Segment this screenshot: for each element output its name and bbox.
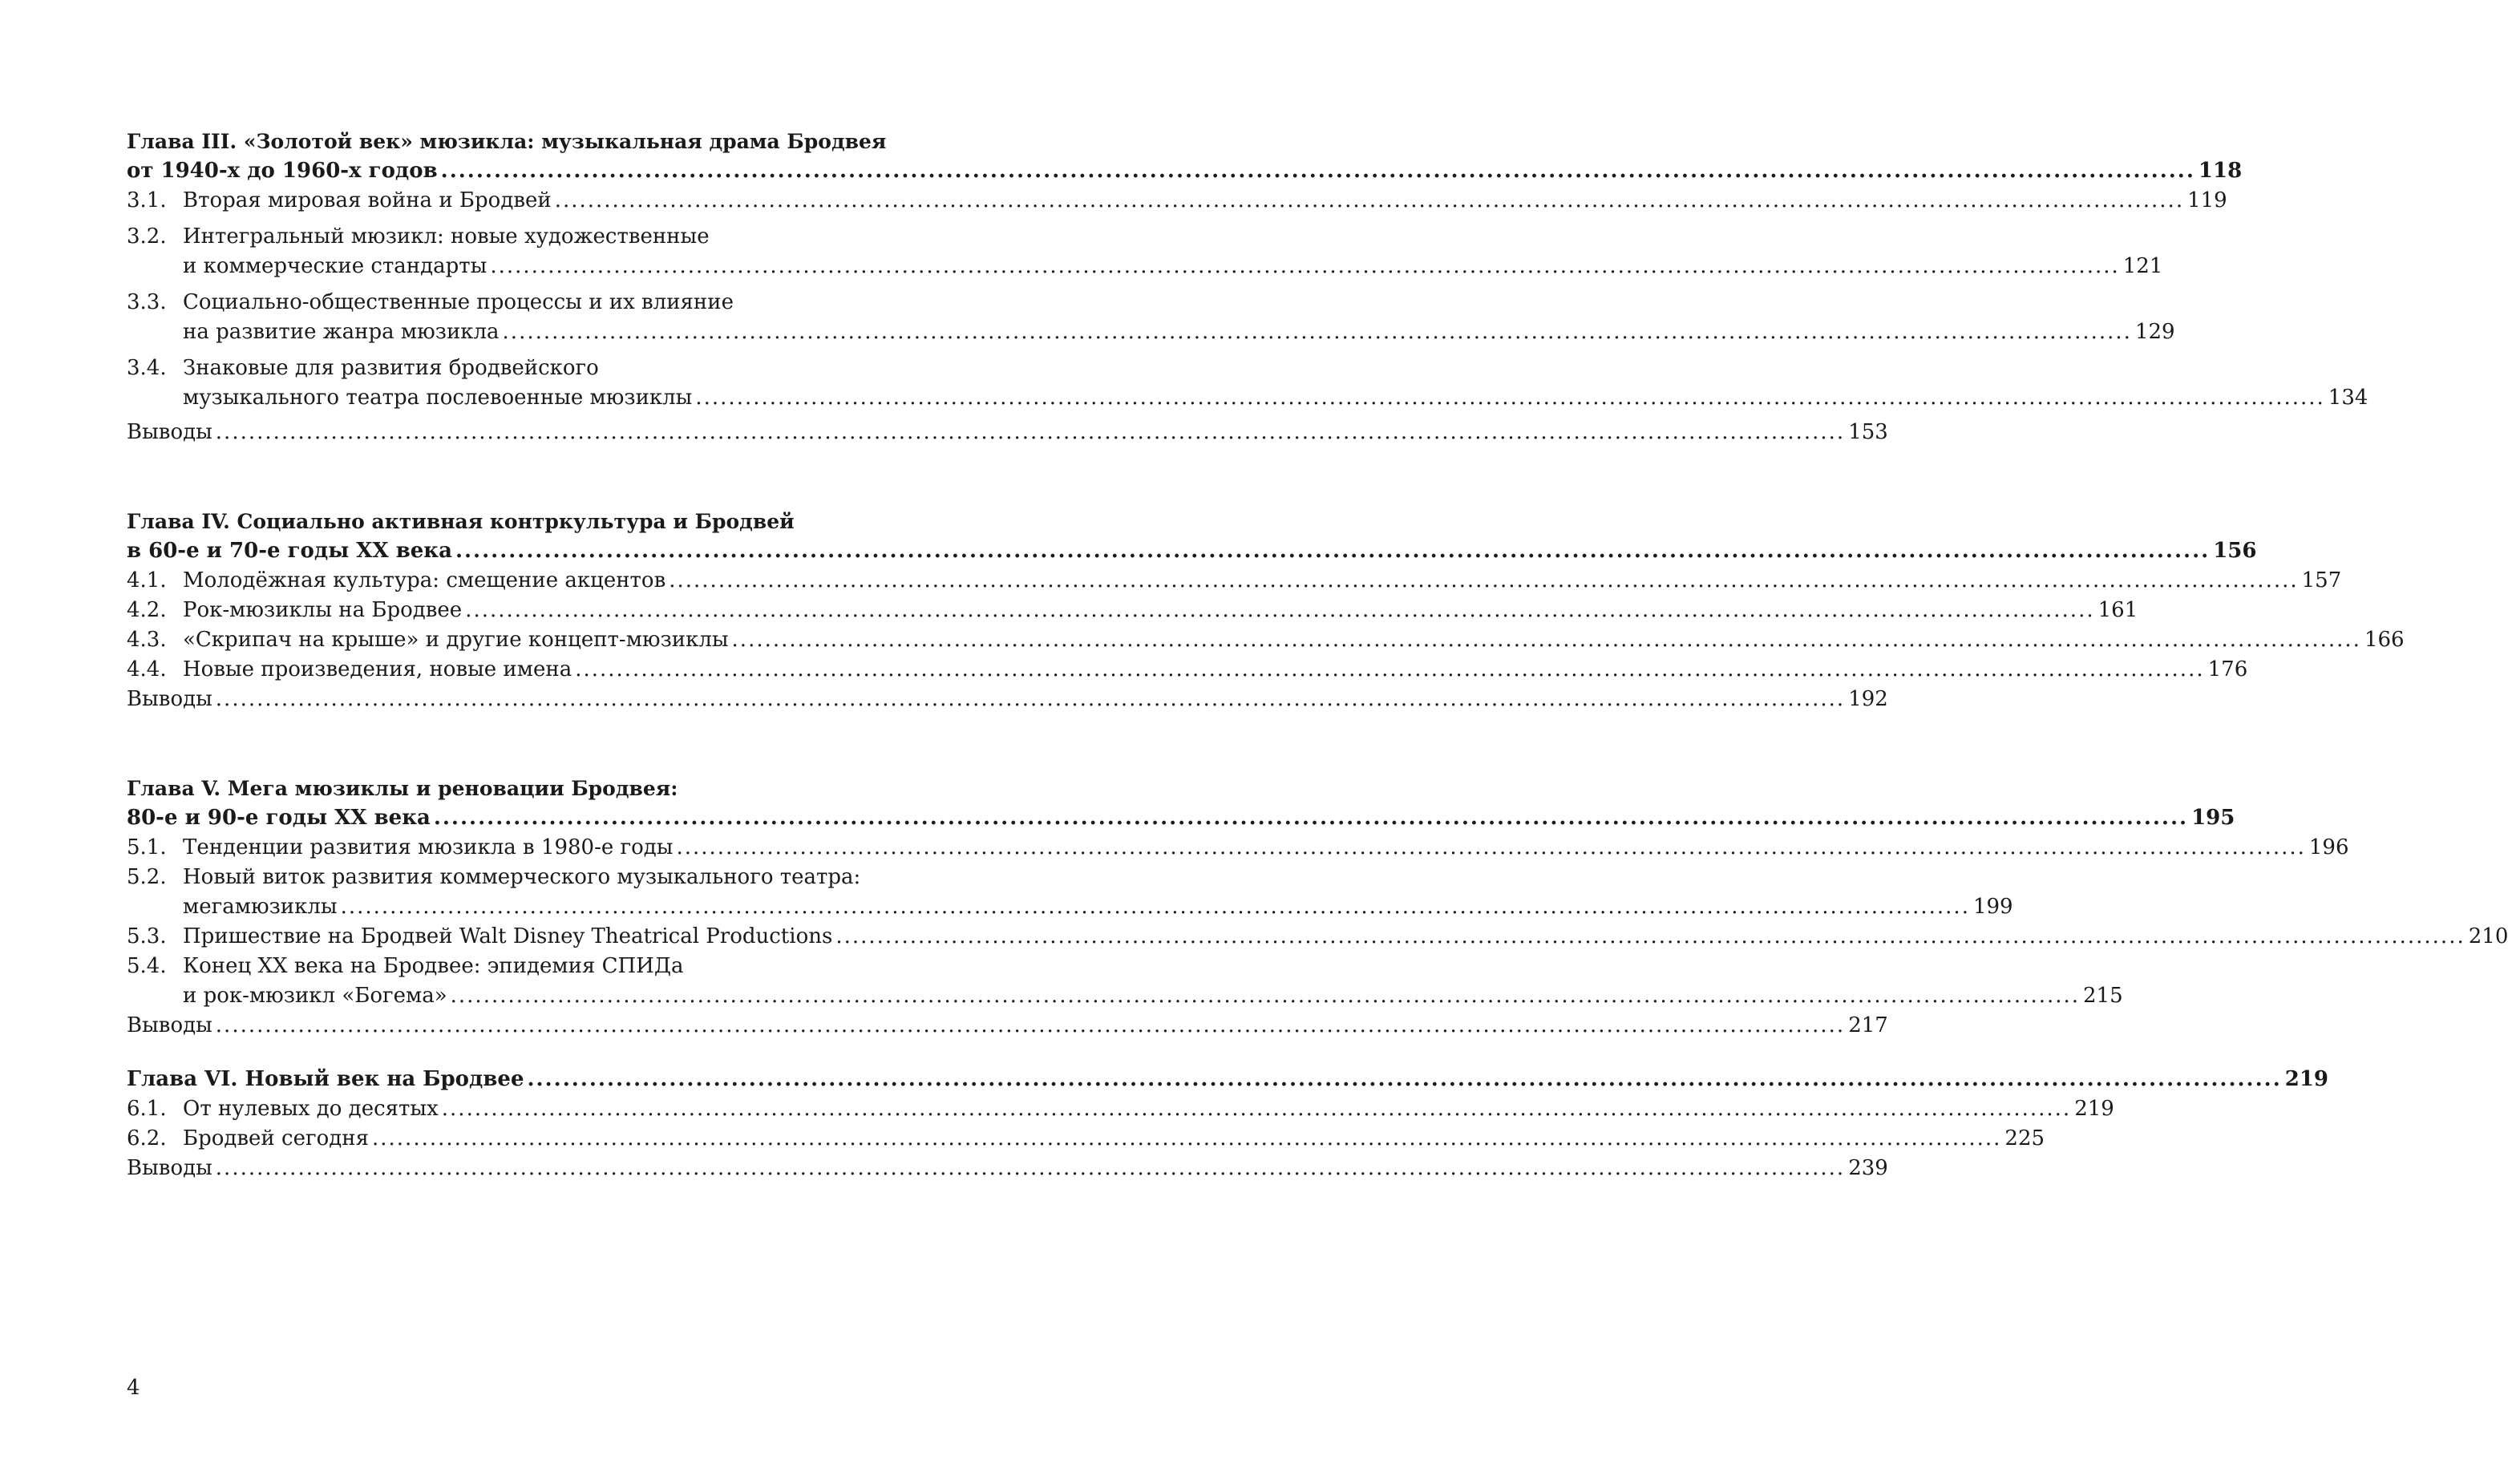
table-of-contents [127, 127, 2508, 1183]
chapter-title: от 1940-х до 1960-х годов [127, 159, 438, 183]
page-ref: 134 [2328, 386, 2368, 410]
section-title: Бродвей сегодня [183, 1126, 369, 1150]
section-number: 3.4. [127, 356, 167, 380]
leader-dots [732, 625, 2361, 655]
chapter-3 [127, 127, 2368, 447]
toc-entry[interactable] [127, 222, 2163, 281]
toc-entry[interactable] [127, 596, 2138, 625]
leader-dots [216, 418, 1845, 447]
chapter-5 [127, 774, 2508, 1041]
leader-dots [575, 655, 2204, 685]
chapter-title[interactable]: Глава III. «Золотой век» мюзикла: музыкальная драма Бродвея [127, 130, 887, 153]
section-number: 5.2. [127, 865, 167, 889]
leader-dots [216, 1154, 1845, 1183]
page-ref: 195 [2191, 806, 2235, 830]
page-ref: 166 [2364, 628, 2405, 652]
chapter-title[interactable]: Глава IV. Социально активная контркультура и Бродвей [127, 510, 795, 533]
leader-dots [528, 1065, 2282, 1094]
toc-entry[interactable] [127, 1094, 2114, 1124]
section-number: 4.3. [127, 628, 167, 652]
conclusion-label: Выводы [127, 1156, 212, 1180]
page-ref: 215 [2083, 984, 2123, 1008]
chapter-title: 80-е и 90-е годы ХХ века [127, 806, 431, 830]
section-title: Знаковые для развития бродвейского [183, 356, 599, 380]
section-number: 3.2. [127, 224, 167, 249]
page-ref: 225 [2004, 1126, 2045, 1150]
toc-entry[interactable] [127, 566, 2342, 596]
toc-entry[interactable] [127, 186, 2227, 216]
section-title: и коммерческие стандарты [183, 254, 487, 278]
section-number: 4.1. [127, 568, 167, 592]
chapter-6 [127, 1065, 2329, 1183]
leader-dots [695, 383, 2324, 413]
page-ref: 219 [2074, 1097, 2114, 1121]
conclusion-label: Выводы [127, 420, 212, 444]
section-number: 3.1. [127, 188, 167, 212]
page-ref: 153 [1848, 420, 1888, 444]
conclusion-entry[interactable] [127, 1154, 1888, 1183]
toc-entry[interactable] [127, 625, 2405, 655]
page-ref: 199 [1972, 895, 2013, 919]
leader-dots [441, 156, 2195, 186]
section-title: Рок-мюзиклы на Бродвее [183, 598, 463, 622]
page-ref: 129 [2134, 320, 2175, 344]
conclusion-entry[interactable] [127, 418, 1888, 447]
leader-dots [503, 317, 2132, 347]
page-number: 4 [127, 1376, 140, 1400]
chapter-title: в 60-е и 70-е годы ХХ века [127, 539, 452, 563]
section-title: Молодёжная культура: смещение акцентов [183, 568, 666, 592]
leader-dots [216, 685, 1845, 714]
conclusion-entry[interactable] [127, 685, 1888, 714]
page-ref: 217 [1848, 1013, 1888, 1037]
chapter-title-line[interactable] [127, 1065, 2329, 1094]
leader-dots [490, 252, 2119, 281]
toc-entry[interactable] [127, 863, 2013, 922]
section-title: Новые произведения, новые имена [183, 657, 572, 681]
leader-dots [669, 566, 2298, 596]
section-title: музыкального театра послевоенные мюзиклы [183, 386, 693, 410]
leader-dots [555, 186, 2184, 216]
toc-entry[interactable] [127, 655, 2248, 685]
section-number: 5.1. [127, 835, 167, 859]
section-number: 5.3. [127, 924, 167, 948]
chapter-title-line[interactable] [127, 803, 2235, 833]
page-ref: 239 [1848, 1156, 1888, 1180]
leader-dots [372, 1124, 2001, 1154]
section-number: 6.2. [127, 1126, 167, 1150]
toc-entry[interactable] [127, 833, 2349, 863]
chapter-4 [127, 507, 2405, 714]
section-title: Конец ХХ века на Бродвее: эпидемия СПИДа [183, 954, 684, 978]
chapter-title: Глава VI. Новый век на Бродвее [127, 1067, 524, 1091]
leader-dots [455, 536, 2210, 566]
leader-dots [676, 833, 2305, 863]
section-title: и рок-мюзикл «Богема» [183, 984, 447, 1008]
page-ref: 210 [2468, 924, 2508, 948]
section-number: 5.4. [127, 954, 167, 978]
section-title: Пришествие на Бродвей Walt Disney Theatrical Productions [183, 924, 833, 948]
page-ref: 219 [2284, 1067, 2329, 1091]
section-title: Новый виток развития коммерческого музыкального театра: [183, 865, 861, 889]
conclusion-label: Выводы [127, 1013, 212, 1037]
section-title: Тенденции развития мюзикла в 1980-е годы [183, 835, 674, 859]
section-title: Социально-общественные процессы и их влияние [183, 290, 734, 314]
section-title: мегамюзиклы [183, 895, 338, 919]
chapter-title-line[interactable] [127, 536, 2257, 566]
page-ref: 196 [2308, 835, 2349, 859]
leader-dots [442, 1094, 2071, 1124]
toc-entry[interactable] [127, 354, 2368, 413]
toc-entry[interactable] [127, 922, 2508, 952]
chapter-title[interactable]: Глава V. Мега мюзиклы и реновации Бродвея: [127, 777, 678, 800]
chapter-title-line[interactable] [127, 156, 2243, 186]
section-title: Интегральный мюзикл: новые художественные [183, 224, 710, 249]
page-ref: 118 [2198, 159, 2243, 183]
section-number: 4.4. [127, 657, 167, 681]
toc-entry[interactable] [127, 952, 2123, 1011]
section-title: «Скрипач на крыше» и другие концепт-мюзиклы [183, 628, 729, 652]
toc-entry[interactable] [127, 1124, 2045, 1154]
page-ref: 121 [2122, 254, 2163, 278]
leader-dots [835, 922, 2465, 952]
section-number: 4.2. [127, 598, 167, 622]
page-ref: 161 [2097, 598, 2138, 622]
section-title: на развитие жанра мюзикла [183, 320, 500, 344]
section-number: 3.3. [127, 290, 167, 314]
page-ref: 156 [2213, 539, 2257, 563]
page-ref: 119 [2187, 188, 2227, 212]
page-ref: 176 [2207, 657, 2248, 681]
leader-dots [216, 1011, 1845, 1041]
leader-dots [451, 981, 2080, 1011]
section-title: Вторая мировая война и Бродвей [183, 188, 552, 212]
leader-dots [434, 803, 2188, 833]
leader-dots [341, 892, 1970, 922]
conclusion-entry[interactable] [127, 1011, 1888, 1041]
page-ref: 192 [1848, 687, 1888, 711]
page-ref: 157 [2301, 568, 2342, 592]
conclusion-label: Выводы [127, 687, 212, 711]
leader-dots [465, 596, 2094, 625]
toc-entry[interactable] [127, 288, 2175, 347]
section-number: 6.1. [127, 1097, 167, 1121]
section-title: От нулевых до десятых [183, 1097, 439, 1121]
